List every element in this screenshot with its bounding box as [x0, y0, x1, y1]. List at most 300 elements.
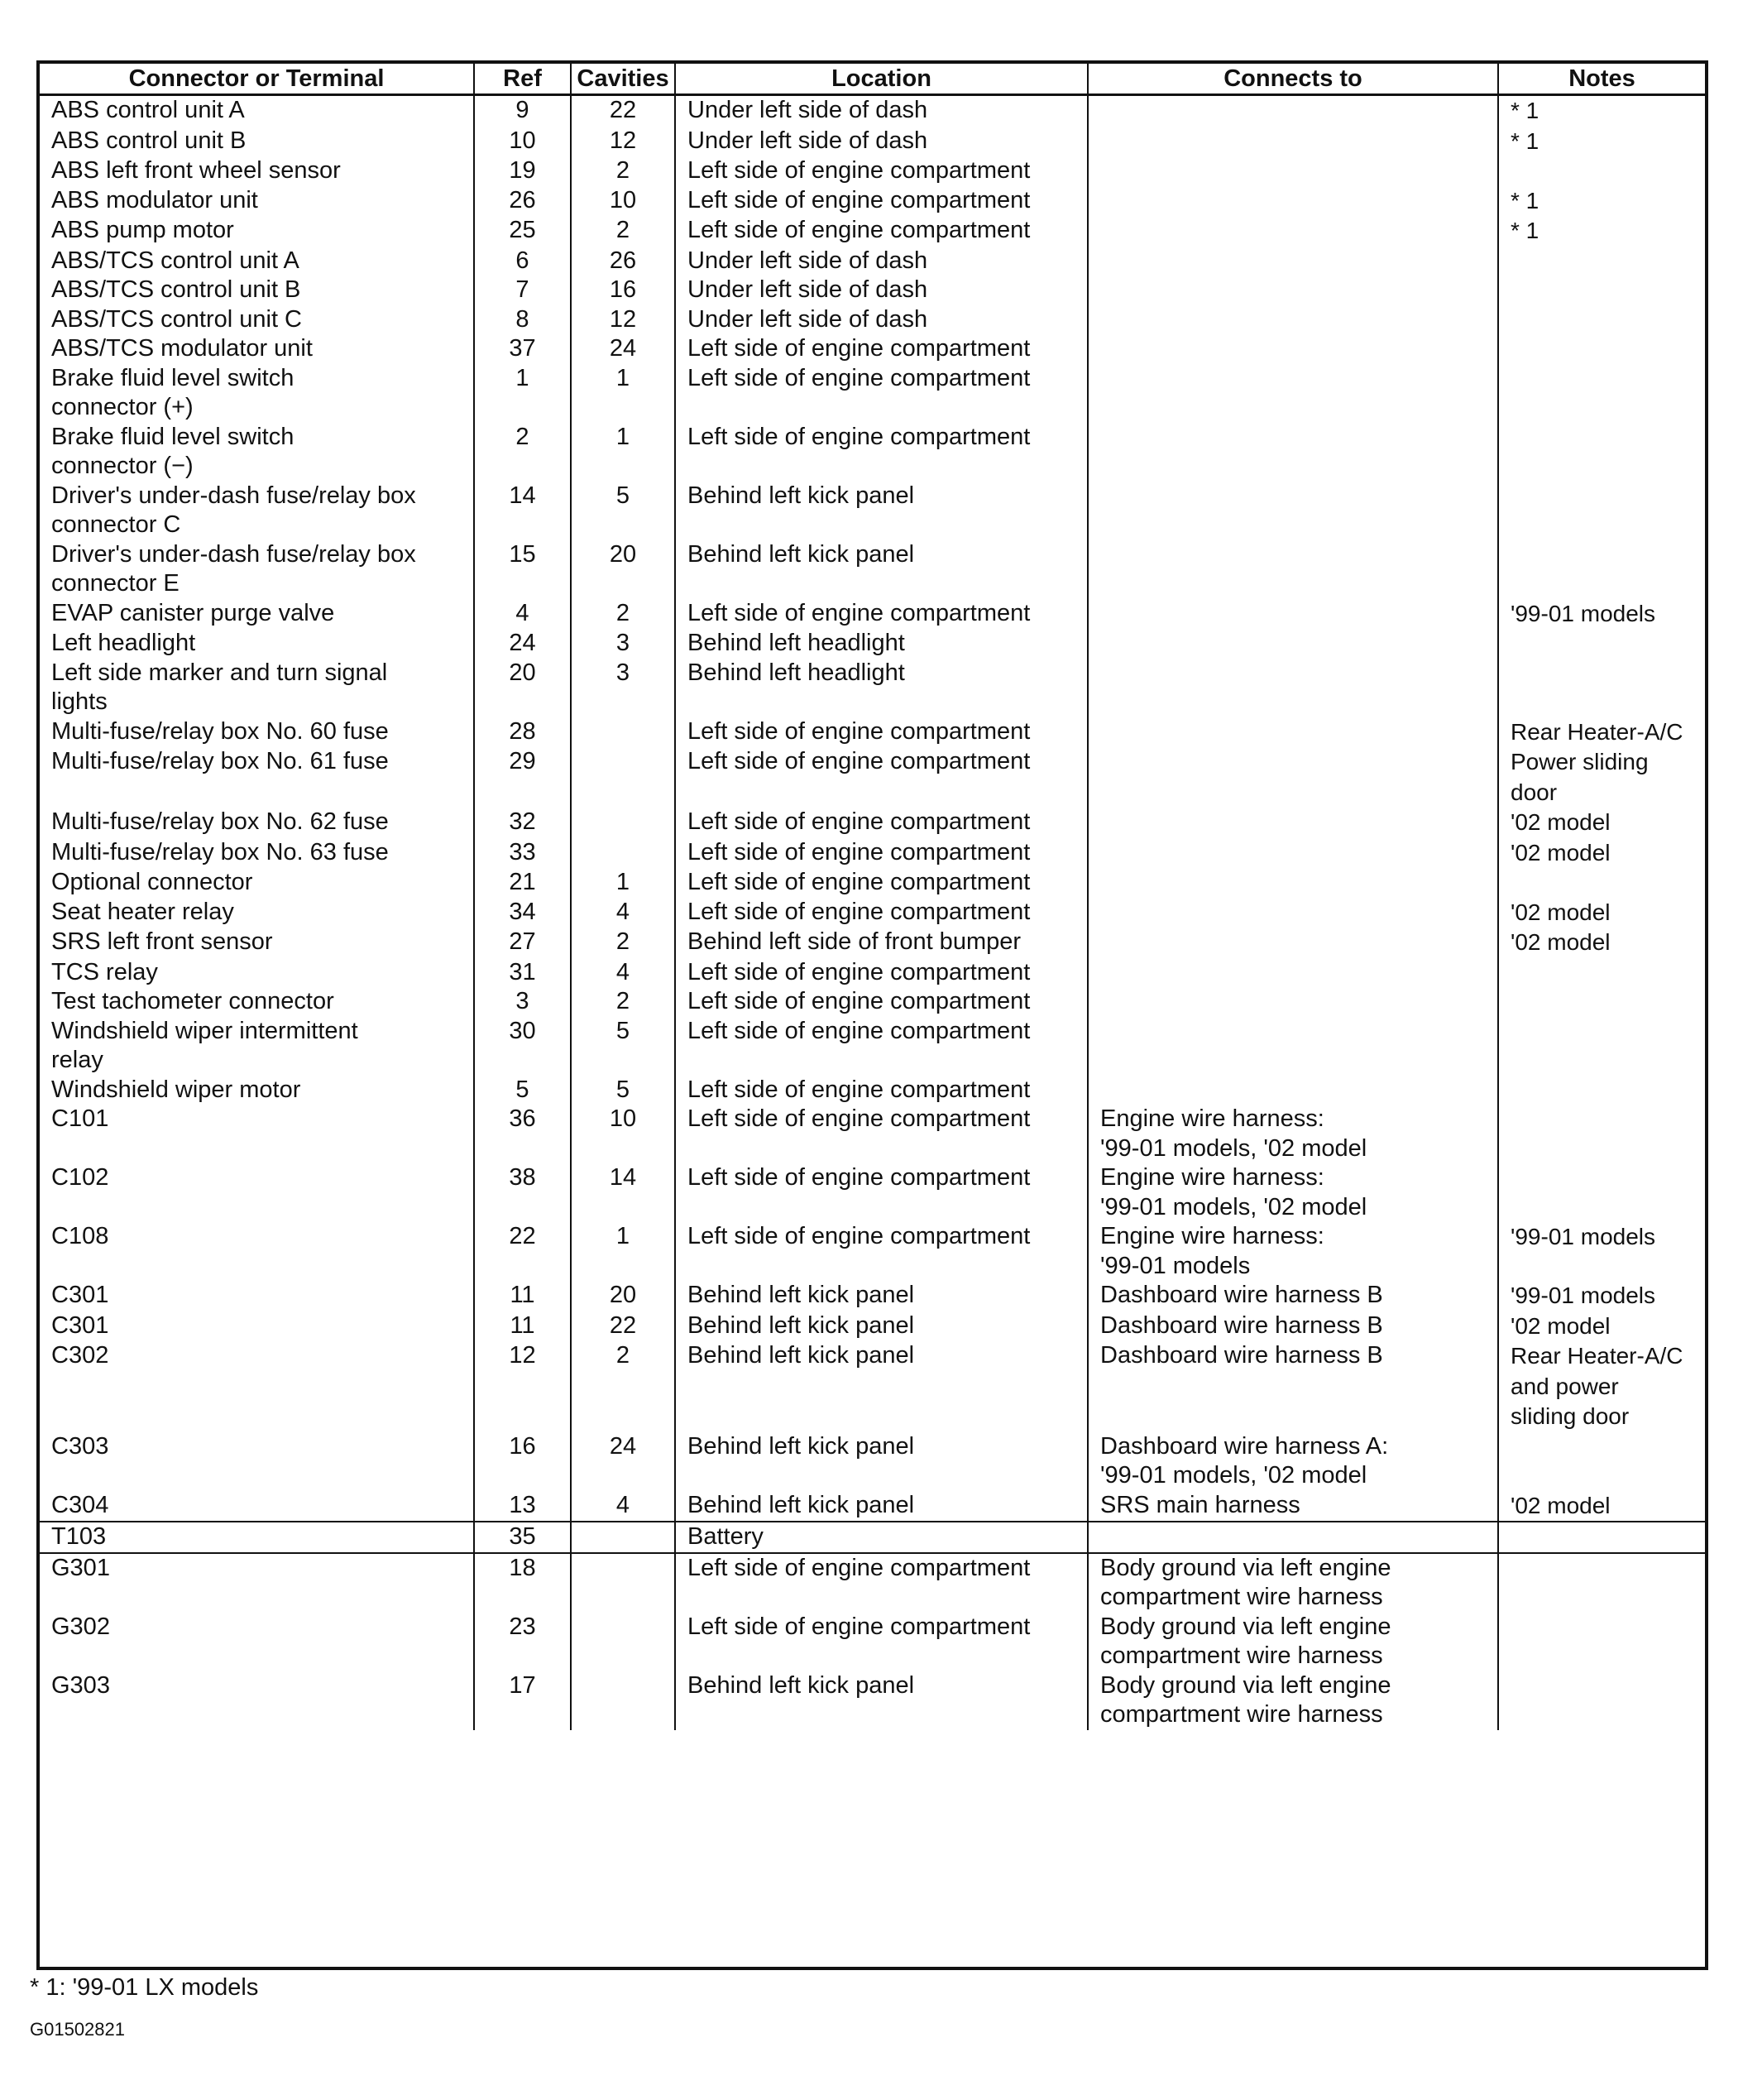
table-row [40, 1491, 1705, 1522]
cell-location [675, 717, 1088, 748]
cell-location-text: Left side of engine compartment [687, 838, 1031, 865]
cell-ref-text: 23 [509, 1613, 536, 1640]
cell-notes [1498, 1105, 1705, 1163]
cell-cavities [571, 540, 675, 599]
table-row [40, 1432, 1705, 1491]
table-row [40, 958, 1705, 988]
cell-location-text: Left side of engine compartment [687, 808, 1031, 835]
cell-connects-to [1088, 540, 1498, 599]
cell-notes [1498, 808, 1705, 838]
cell-connects-to-text: Dashboard wire harness A: '99-01 models, '02 model [1100, 1432, 1389, 1489]
cell-connector [40, 1105, 474, 1163]
cell-connector-text: T103 [51, 1523, 107, 1550]
cell-ref [474, 659, 571, 717]
cell-cavities [571, 95, 675, 127]
cell-notes [1498, 1163, 1705, 1222]
cell-ref [474, 928, 571, 958]
cell-connector-text: Multi-fuse/relay box No. 61 fuse [51, 748, 389, 774]
table-row [40, 629, 1705, 659]
table-row [40, 364, 1705, 423]
cell-cavities [571, 1613, 675, 1671]
cell-cavities [571, 958, 675, 988]
cell-connects-to-text: Body ground via left engine compartment wire harness [1100, 1613, 1391, 1669]
cell-connector [40, 717, 474, 748]
cell-location [675, 747, 1088, 808]
cell-notes [1498, 1522, 1705, 1553]
cell-connects-to [1088, 1613, 1498, 1671]
cell-location [675, 868, 1088, 898]
cell-connector [40, 364, 474, 423]
cell-connects-to [1088, 482, 1498, 540]
cell-cavities [571, 838, 675, 869]
cell-connects-to [1088, 659, 1498, 717]
cell-connects-to [1088, 958, 1498, 988]
table-row [40, 482, 1705, 540]
cell-notes [1498, 599, 1705, 630]
cell-cavities [571, 186, 675, 217]
cell-ref-text: 12 [509, 1342, 536, 1369]
cell-connects-to [1088, 599, 1498, 630]
cell-ref [474, 717, 571, 748]
cell-location-text: Behind left kick panel [687, 540, 915, 568]
cell-location-text: Under left side of dash [687, 305, 928, 333]
cell-connector [40, 95, 474, 127]
cell-connector [40, 305, 474, 335]
cell-connects-to [1088, 987, 1498, 1017]
cell-notes [1498, 482, 1705, 540]
cell-connector-text: Test tachometer connector [51, 988, 334, 1014]
cell-ref-text: 28 [509, 717, 536, 745]
cell-connects-to [1088, 747, 1498, 808]
cell-location-text: Left side of engine compartment [687, 1017, 1031, 1044]
cell-cavities [571, 1105, 675, 1163]
cell-cavities [571, 1432, 675, 1491]
cell-notes [1498, 898, 1705, 928]
cell-connector-text: Windshield wiper intermittent relay [51, 1017, 358, 1073]
cell-cavities-text: 24 [609, 335, 637, 362]
cell-notes [1498, 1222, 1705, 1281]
cell-connector-text: Multi-fuse/relay box No. 63 fuse [51, 838, 389, 865]
cell-connector [40, 1613, 474, 1671]
cell-cavities [571, 247, 675, 276]
table-row [40, 717, 1705, 748]
cell-location-text: Under left side of dash [687, 97, 928, 123]
cell-location [675, 659, 1088, 717]
table-row [40, 599, 1705, 630]
cell-connector-text: Left side marker and turn signal lights [51, 659, 388, 715]
cell-connects-to [1088, 898, 1498, 928]
cell-connects-to [1088, 1491, 1498, 1522]
cell-location-text: Left side of engine compartment [687, 364, 1031, 391]
cell-cavities [571, 156, 675, 186]
cell-notes-text: '02 model [1511, 1492, 1611, 1518]
cell-location [675, 482, 1088, 540]
cell-ref [474, 127, 571, 157]
cell-cavities [571, 1076, 675, 1105]
cell-connector [40, 247, 474, 276]
cell-ref [474, 599, 571, 630]
cell-location [675, 1671, 1088, 1730]
cell-location [675, 599, 1088, 630]
cell-connects-to-text: Engine wire harness: '99-01 models, '02 model [1100, 1105, 1367, 1162]
cell-connects-to [1088, 305, 1498, 335]
table-row [40, 838, 1705, 869]
cell-location [675, 1522, 1088, 1553]
cell-location-text: Behind left kick panel [687, 1282, 915, 1308]
cell-cavities-text: 22 [609, 97, 637, 123]
cell-ref-text: 18 [509, 1554, 536, 1581]
cell-connects-to-text: SRS main harness [1100, 1491, 1300, 1518]
cell-cavities-text: 4 [615, 958, 630, 985]
cell-connects-to [1088, 868, 1498, 898]
cell-location-text: Behind left headlight [687, 630, 905, 656]
cell-cavities-text: 10 [609, 1105, 637, 1132]
cell-notes-text: '02 model [1511, 839, 1611, 865]
cell-notes [1498, 1017, 1705, 1076]
cell-connector-text: ABS control unit B [51, 127, 247, 154]
cell-ref [474, 1432, 571, 1491]
cell-location [675, 1281, 1088, 1311]
cell-cavities-text: 3 [615, 659, 630, 686]
cell-connector [40, 808, 474, 838]
cell-location [675, 1553, 1088, 1613]
cell-ref [474, 216, 571, 247]
table-row [40, 127, 1705, 157]
cell-connects-to [1088, 423, 1498, 482]
cell-connector [40, 156, 474, 186]
cell-location-text: Behind left side of front bumper [687, 928, 1022, 955]
cell-location-text: Behind left kick panel [687, 1491, 915, 1518]
cell-notes-text: Power sliding door [1511, 749, 1649, 805]
cell-ref [474, 747, 571, 808]
cell-ref-text: 14 [509, 482, 536, 509]
cell-notes [1498, 838, 1705, 869]
cell-location [675, 958, 1088, 988]
cell-location-text: Left side of engine compartment [687, 1223, 1031, 1249]
figure-id: G01502821 [30, 2019, 125, 2040]
cell-location [675, 1105, 1088, 1163]
cell-connector-text: G302 [51, 1613, 110, 1640]
table-row [40, 1671, 1705, 1730]
cell-location-text: Left side of engine compartment [687, 958, 1031, 985]
cell-notes [1498, 1341, 1705, 1432]
cell-notes [1498, 1311, 1705, 1342]
cell-ref-text: 36 [509, 1105, 536, 1132]
cell-ref [474, 1311, 571, 1342]
cell-ref [474, 186, 571, 217]
cell-connects-to [1088, 1671, 1498, 1730]
cell-location [675, 1222, 1088, 1281]
cell-ref-text: 11 [510, 1311, 535, 1339]
cell-connector [40, 629, 474, 659]
cell-cavities [571, 1491, 675, 1522]
cell-cavities [571, 1522, 675, 1553]
cell-ref-text: 37 [509, 335, 536, 362]
cell-ref [474, 1341, 571, 1432]
cell-connector-text: ABS left front wheel sensor [51, 157, 341, 184]
header-ref: Ref [474, 64, 571, 95]
table-body [40, 95, 1705, 1730]
cell-connector [40, 958, 474, 988]
cell-connects-to-text: Body ground via left engine compartment wire harness [1100, 1554, 1391, 1610]
cell-ref [474, 540, 571, 599]
cell-notes [1498, 1432, 1705, 1491]
cell-ref [474, 987, 571, 1017]
cell-cavities [571, 1281, 675, 1311]
cell-notes-text: * 1 [1511, 187, 1539, 213]
cell-ref [474, 1522, 571, 1553]
cell-connector-text: Brake fluid level switch connector (+) [51, 364, 294, 420]
table-row [40, 305, 1705, 335]
cell-ref-text: 16 [509, 1432, 536, 1460]
cell-notes [1498, 247, 1705, 276]
cell-location [675, 186, 1088, 217]
cell-location [675, 987, 1088, 1017]
cell-ref-text: 8 [515, 305, 529, 333]
cell-ref-text: 30 [509, 1017, 536, 1044]
cell-connector-text: ABS/TCS control unit C [51, 305, 302, 333]
cell-connects-to [1088, 95, 1498, 127]
cell-notes-text: Rear Heater-A/C [1511, 718, 1683, 745]
cell-ref [474, 898, 571, 928]
cell-connects-to-text: Body ground via left engine compartment wire harness [1100, 1671, 1391, 1728]
cell-notes [1498, 1613, 1705, 1671]
cell-ref-text: 31 [509, 958, 536, 985]
cell-connector [40, 838, 474, 869]
cell-location [675, 928, 1088, 958]
cell-notes [1498, 95, 1705, 127]
cell-connector-text: C301 [51, 1311, 109, 1339]
cell-ref [474, 1076, 571, 1105]
cell-location-text: Left side of engine compartment [687, 217, 1031, 243]
cell-connector-text: ABS/TCS modulator unit [51, 335, 313, 362]
cell-connector-text: ABS control unit A [51, 97, 245, 123]
cell-connects-to [1088, 1553, 1498, 1613]
cell-connector-text: ABS/TCS control unit A [51, 247, 299, 274]
cell-notes-text: '99-01 models [1511, 1283, 1655, 1308]
cell-ref-text: 29 [509, 748, 536, 774]
cell-cavities [571, 928, 675, 958]
cell-connector-text: EVAP canister purge valve [51, 599, 335, 626]
cell-location [675, 838, 1088, 869]
cell-location-text: Left side of engine compartment [687, 423, 1031, 450]
table-row [40, 540, 1705, 599]
cell-notes-text: '99-01 models [1511, 600, 1655, 626]
cell-connector [40, 1671, 474, 1730]
cell-notes-text: * 1 [1511, 127, 1539, 154]
cell-connector [40, 276, 474, 305]
table-row [40, 659, 1705, 717]
cell-cavities-text: 20 [609, 540, 637, 568]
cell-ref-text: 1 [515, 364, 529, 391]
cell-connector-text: G301 [51, 1554, 110, 1581]
header-location: Location [675, 64, 1088, 95]
cell-connector [40, 1432, 474, 1491]
table-row [40, 216, 1705, 247]
cell-connects-to [1088, 247, 1498, 276]
cell-connector [40, 1553, 474, 1613]
cell-connector-text: Left headlight [51, 630, 196, 656]
cell-location-text: Left side of engine compartment [687, 335, 1031, 362]
cell-cavities [571, 868, 675, 898]
cell-cavities [571, 305, 675, 335]
cell-connector [40, 1076, 474, 1105]
cell-cavities [571, 1553, 675, 1613]
cell-cavities-text: 2 [615, 217, 630, 243]
cell-connector-text: ABS pump motor [51, 217, 234, 243]
cell-connects-to [1088, 717, 1498, 748]
cell-ref [474, 629, 571, 659]
table-row [40, 1613, 1705, 1671]
connector-table [40, 64, 1705, 1730]
cell-location-text: Behind left kick panel [687, 1311, 915, 1339]
cell-cavities-text: 5 [615, 1076, 630, 1103]
cell-ref-text: 3 [515, 988, 529, 1014]
table-row [40, 334, 1705, 364]
cell-connector [40, 868, 474, 898]
cell-ref-text: 25 [509, 217, 536, 243]
cell-ref [474, 838, 571, 869]
cell-cavities [571, 127, 675, 157]
cell-notes [1498, 334, 1705, 364]
cell-location-text: Behind left kick panel [687, 1671, 915, 1699]
cell-cavities [571, 659, 675, 717]
cell-cavities-text: 1 [615, 1223, 630, 1249]
cell-ref-text: 26 [509, 186, 536, 213]
cell-location [675, 1076, 1088, 1105]
cell-location-text: Left side of engine compartment [687, 1554, 1031, 1581]
cell-ref [474, 1671, 571, 1730]
cell-cavities [571, 482, 675, 540]
cell-connects-to [1088, 928, 1498, 958]
cell-connects-to [1088, 334, 1498, 364]
cell-location-text: Left side of engine compartment [687, 717, 1031, 745]
cell-ref-text: 22 [509, 1223, 536, 1249]
cell-location-text: Left side of engine compartment [687, 1105, 1031, 1132]
cell-cavities-text: 12 [609, 305, 637, 333]
cell-ref [474, 364, 571, 423]
cell-cavities-text: 2 [615, 988, 630, 1014]
cell-cavities-text: 20 [609, 1282, 637, 1308]
cell-connects-to-text: Dashboard wire harness B [1100, 1342, 1383, 1369]
cell-connects-to [1088, 127, 1498, 157]
cell-location-text: Left side of engine compartment [687, 988, 1031, 1014]
cell-notes [1498, 216, 1705, 247]
cell-notes [1498, 1671, 1705, 1730]
cell-connector-text: TCS relay [51, 958, 158, 985]
cell-connector [40, 659, 474, 717]
header-notes: Notes [1498, 64, 1705, 95]
cell-cavities-text: 26 [609, 247, 637, 274]
cell-connects-to [1088, 1432, 1498, 1491]
cell-cavities [571, 216, 675, 247]
cell-ref [474, 247, 571, 276]
cell-location [675, 423, 1088, 482]
cell-location [675, 216, 1088, 247]
cell-cavities [571, 599, 675, 630]
cell-location-text: Behind left kick panel [687, 1432, 915, 1460]
cell-ref [474, 1613, 571, 1671]
cell-ref [474, 1163, 571, 1222]
cell-ref [474, 958, 571, 988]
cell-cavities-text: 24 [609, 1432, 637, 1460]
cell-connector-text: C301 [51, 1282, 109, 1308]
cell-location [675, 898, 1088, 928]
cell-cavities [571, 717, 675, 748]
cell-connects-to [1088, 1281, 1498, 1311]
cell-connector-text: Driver's under-dash fuse/relay box connector E [51, 540, 416, 597]
cell-cavities-text: 2 [615, 928, 630, 955]
cell-cavities-text: 12 [609, 127, 637, 154]
cell-location [675, 1432, 1088, 1491]
table-row [40, 1076, 1705, 1105]
cell-notes [1498, 928, 1705, 958]
cell-cavities-text: 1 [615, 364, 630, 391]
cell-cavities-text: 2 [615, 157, 630, 184]
header-cavities: Cavities [571, 64, 675, 95]
table-row [40, 1553, 1705, 1613]
cell-location-text: Under left side of dash [687, 247, 928, 274]
cell-cavities [571, 1222, 675, 1281]
cell-notes [1498, 364, 1705, 423]
cell-connects-to [1088, 629, 1498, 659]
cell-notes [1498, 186, 1705, 217]
cell-cavities [571, 629, 675, 659]
cell-location [675, 95, 1088, 127]
cell-notes [1498, 987, 1705, 1017]
cell-connector [40, 1281, 474, 1311]
cell-notes-text: '02 model [1511, 899, 1611, 925]
cell-cavities-text: 3 [615, 630, 630, 656]
cell-connects-to [1088, 1163, 1498, 1222]
cell-notes [1498, 747, 1705, 808]
cell-location-text: Left side of engine compartment [687, 869, 1031, 895]
table-row [40, 186, 1705, 217]
cell-ref-text: 17 [509, 1671, 536, 1699]
cell-cavities-text: 14 [609, 1164, 637, 1191]
cell-ref-text: 38 [509, 1164, 536, 1191]
cell-notes [1498, 1281, 1705, 1311]
cell-connector-text: Driver's under-dash fuse/relay box connector C [51, 482, 416, 538]
cell-location [675, 1613, 1088, 1671]
cell-connector [40, 898, 474, 928]
cell-cavities [571, 276, 675, 305]
cell-ref [474, 1017, 571, 1076]
table-row [40, 1311, 1705, 1342]
cell-cavities-text: 2 [615, 1342, 630, 1369]
cell-cavities-text: 5 [615, 482, 630, 509]
cell-location-text: Left side of engine compartment [687, 898, 1031, 925]
cell-connector [40, 1311, 474, 1342]
cell-connector [40, 747, 474, 808]
cell-cavities-text: 1 [615, 869, 630, 895]
cell-connects-to [1088, 216, 1498, 247]
cell-connector-text: G303 [51, 1671, 110, 1699]
cell-cavities [571, 1163, 675, 1222]
cell-ref-text: 24 [509, 630, 536, 656]
cell-connector-text: C102 [51, 1164, 109, 1191]
cell-connector [40, 127, 474, 157]
cell-notes [1498, 305, 1705, 335]
cell-cavities-text: 4 [615, 898, 630, 925]
cell-location-text: Left side of engine compartment [687, 1613, 1031, 1640]
table-row [40, 1281, 1705, 1311]
cell-cavities-text: 2 [615, 599, 630, 626]
table-row [40, 868, 1705, 898]
footnote: * 1: '99-01 LX models [30, 1974, 259, 2001]
cell-location-text: Left side of engine compartment [687, 748, 1031, 774]
cell-cavities [571, 1311, 675, 1342]
